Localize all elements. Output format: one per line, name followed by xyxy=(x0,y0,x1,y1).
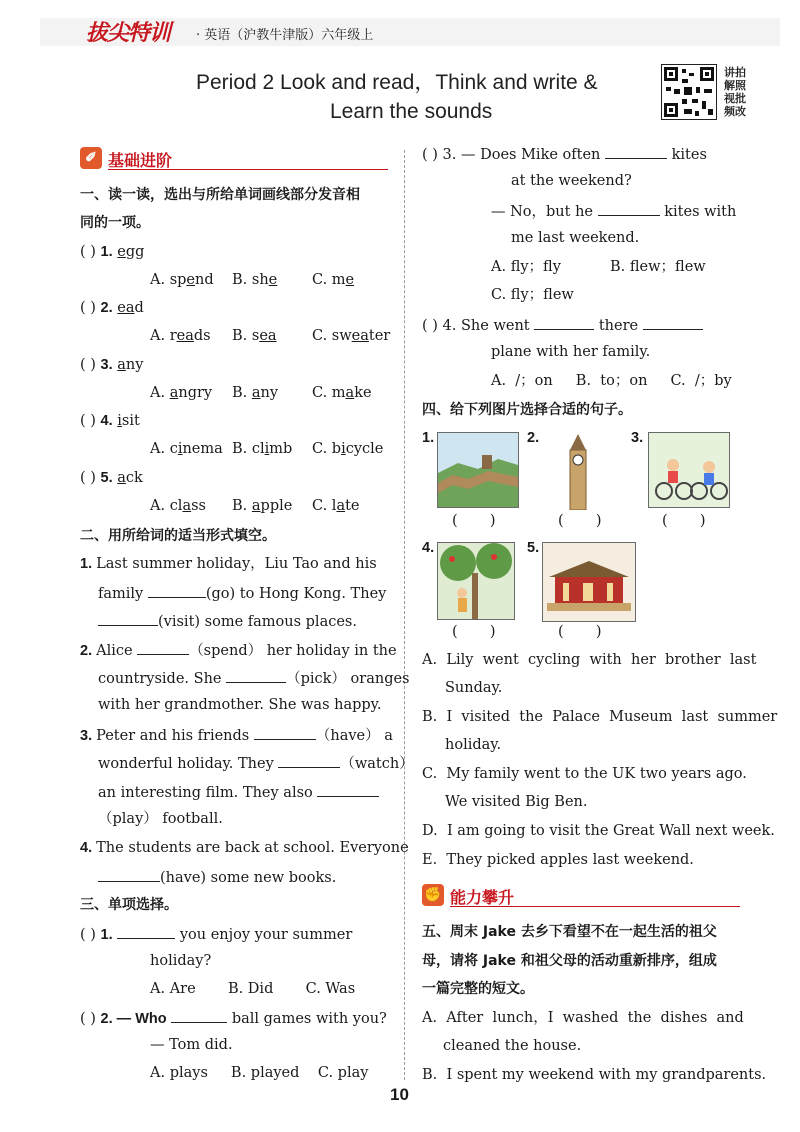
r-q4-line1: ( ) 4. She went there xyxy=(422,315,703,335)
answer-blank[interactable] xyxy=(598,201,660,216)
option-b[interactable]: B. sea xyxy=(232,328,277,344)
s1-options xyxy=(150,327,392,345)
r-q4-options: A. /；on B. to；on C. /；by xyxy=(491,373,732,389)
column-divider xyxy=(404,150,405,1080)
r-q3-optA: A. fly；fly xyxy=(491,259,561,275)
answer-paren[interactable]: ( ) xyxy=(80,1011,96,1027)
s3-q2-line1: ( ) 2. — Who ball games with you? xyxy=(80,1008,387,1028)
option-a[interactable]: A. spend xyxy=(150,272,214,288)
option-a[interactable]: A. cinema xyxy=(150,441,223,457)
pencil-icon: ✐ xyxy=(80,147,102,169)
cycling-picture xyxy=(648,432,730,508)
option-c[interactable]: C. bicycle xyxy=(312,441,384,457)
s1-options xyxy=(150,440,392,458)
s2-q1-line1: 1. Last summer holiday，Liu Tao and his xyxy=(80,556,377,572)
section2-title: 二、用所给词的适当形式填空。 xyxy=(80,528,276,544)
r-q3-line2: at the weekend? xyxy=(511,173,632,189)
answer-blank[interactable] xyxy=(278,753,340,768)
picture-label-3: 3. xyxy=(631,430,644,446)
answer-paren[interactable]: ( ) xyxy=(80,244,96,260)
s2-q1-line2: family (go) to Hong Kong. They xyxy=(98,583,386,603)
sentence-continuation: Sunday. xyxy=(445,680,503,696)
palace-museum-picture xyxy=(542,542,636,622)
brand-logo: 拔尖特训 xyxy=(86,20,171,46)
answer-paren[interactable]: ( ) xyxy=(80,927,96,943)
s1-options xyxy=(150,271,392,289)
page-number: 10 xyxy=(390,1085,409,1104)
option-b[interactable]: B. she xyxy=(232,272,278,288)
section1-title-line2: 同的一项。 xyxy=(80,215,150,231)
s2-q4-line1: 4. The students are back at school. Everyone xyxy=(80,840,409,856)
answer-paren[interactable]: ( ) xyxy=(80,413,96,429)
answer-blank[interactable] xyxy=(226,668,286,683)
option-c[interactable]: C. me xyxy=(312,272,355,288)
sentence-e: E. They picked apples last weekend. xyxy=(422,852,694,868)
page-title-line2: Learn the sounds xyxy=(330,100,493,123)
qr-code-icon[interactable] xyxy=(661,64,717,120)
answer-paren[interactable]: ( ) xyxy=(80,357,96,373)
section4-title: 四、给下列图片选择合适的句子。 xyxy=(422,402,632,418)
picture-label-4: 4. xyxy=(422,540,435,556)
answer-blank[interactable] xyxy=(98,611,158,626)
s2-q3-line2: wonderful holiday. They （watch） xyxy=(98,753,414,773)
picture-answer-1[interactable]: ( ) xyxy=(452,513,496,529)
section5-title: 五、周末 Jake 去乡下看望不在一起生活的祖父 xyxy=(422,924,717,940)
answer-blank[interactable] xyxy=(148,583,206,598)
s5-item-a-line1: A. After lunch，I washed the dishes and xyxy=(422,1010,744,1026)
sentence-a: A. Lily went cycling with her brother last xyxy=(422,652,757,668)
s2-q3-line4: （play） football. xyxy=(98,811,223,827)
answer-blank[interactable] xyxy=(605,144,667,159)
s3-q2-line2: — Tom did. xyxy=(150,1037,233,1053)
answer-blank[interactable] xyxy=(534,315,594,330)
sentence-continuation: holiday. xyxy=(445,737,502,753)
answer-paren[interactable]: ( ) xyxy=(80,300,96,316)
s1-options xyxy=(150,384,392,402)
sentence-continuation: We visited Big Ben. xyxy=(445,794,588,810)
s2-q4-line2: (have) some new books. xyxy=(98,867,336,887)
r-q3-optC: C. fly；flew xyxy=(491,287,574,303)
answer-blank[interactable] xyxy=(317,782,379,797)
apple-picking-picture xyxy=(437,542,515,620)
answer-blank[interactable] xyxy=(171,1008,227,1023)
answer-paren[interactable]: ( ) xyxy=(422,147,438,163)
option-c[interactable]: C. sweater xyxy=(312,328,391,344)
section5-title-line3: 一篇完整的短文。 xyxy=(422,981,534,997)
r-q3-optB: B. flew；flew xyxy=(610,259,706,275)
answer-blank[interactable] xyxy=(137,640,189,655)
s1-question: ( ) 4. isit xyxy=(80,413,140,429)
s5-item-b: B. I spent my weekend with my grandparents. xyxy=(422,1067,767,1083)
page-title: Period 2 Look and read，Think and write & xyxy=(196,71,598,94)
s1-question: ( ) 1. egg xyxy=(80,244,145,260)
picture-label-2: 2. xyxy=(527,430,540,446)
r-q4-line2: plane with her family. xyxy=(491,344,651,360)
option-c[interactable]: C. late xyxy=(312,498,360,514)
section1-title: 一、读一读，选出与所给单词画线部分发音相 xyxy=(80,187,360,203)
picture-answer-5[interactable]: ( ) xyxy=(558,624,602,640)
picture-answer-4[interactable]: ( ) xyxy=(452,624,496,640)
picture-label-1: 1. xyxy=(422,430,435,446)
section-banner-basic: ✐ 基础进阶 xyxy=(80,147,390,171)
big-ben-picture xyxy=(548,432,608,510)
s5-item-a-line2: cleaned the house. xyxy=(443,1038,582,1054)
s2-q2-line3: with her grandmother. She was happy. xyxy=(98,697,382,713)
sentence-c: C. My family went to the UK two years ago. xyxy=(422,766,747,782)
s3-q2-options: A. plays B. played C. play xyxy=(150,1065,369,1081)
s3-q1-line2: holiday? xyxy=(150,953,212,969)
s2-q3-line1: 3. Peter and his friends （have） a xyxy=(80,725,393,745)
sentence-d: D. I am going to visit the Great Wall next week. xyxy=(422,823,775,839)
s1-question: ( ) 2. ead xyxy=(80,300,144,316)
fist-icon: ✊ xyxy=(422,884,444,906)
qr-caption: 讲拍解照视批频改 xyxy=(724,66,746,118)
answer-blank[interactable] xyxy=(643,315,703,330)
section5-title-line2: 母，请将 Jake 和祖父母的活动重新排序，组成 xyxy=(422,953,717,969)
option-a[interactable]: A. angry xyxy=(150,385,213,401)
s2-q3-line3: an interesting film. They also xyxy=(98,782,379,802)
s1-options xyxy=(150,497,392,515)
section3-title: 三、单项选择。 xyxy=(80,897,178,913)
picture-label-5: 5. xyxy=(527,540,540,556)
great-wall-picture xyxy=(437,432,519,508)
s3-q1-options: A. Are B. Did C. Was xyxy=(150,981,356,997)
r-q3-line4: me last weekend. xyxy=(511,230,640,246)
option-b[interactable]: B. apple xyxy=(232,498,293,514)
option-c[interactable]: C. make xyxy=(312,385,372,401)
answer-blank[interactable] xyxy=(98,867,160,882)
option-a[interactable]: A. reads xyxy=(150,328,211,344)
book-subtitle: · 英语（沪教牛津版）六年级上 xyxy=(196,28,374,43)
s2-q1-line3: (visit) some famous places. xyxy=(98,611,357,631)
s2-q2-line2: countryside. She （pick） oranges xyxy=(98,668,410,688)
section-banner-advanced: ✊ 能力攀升 xyxy=(422,884,742,908)
answer-blank[interactable] xyxy=(254,725,316,740)
picture-answer-2[interactable]: ( ) xyxy=(558,513,602,529)
s1-question: ( ) 3. any xyxy=(80,357,144,373)
option-a[interactable]: A. class xyxy=(150,498,206,514)
answer-paren[interactable]: ( ) xyxy=(80,470,96,486)
r-q3-line3: — No，but he kites with xyxy=(491,201,736,221)
option-b[interactable]: B. climb xyxy=(232,441,293,457)
answer-blank[interactable] xyxy=(117,924,175,939)
s2-q2-line1: 2. Alice （spend） her holiday in the xyxy=(80,640,397,660)
sentence-b: B. I visited the Palace Museum last summer xyxy=(422,709,778,725)
picture-answer-3[interactable]: ( ) xyxy=(662,513,706,529)
answer-paren[interactable]: ( ) xyxy=(422,318,438,334)
s3-q1-line1: ( ) 1. you enjoy your summer xyxy=(80,924,352,944)
s1-question: ( ) 5. ack xyxy=(80,470,143,486)
option-b[interactable]: B. any xyxy=(232,385,279,401)
r-q3-line1: ( ) 3. — Does Mike often kites xyxy=(422,144,707,164)
